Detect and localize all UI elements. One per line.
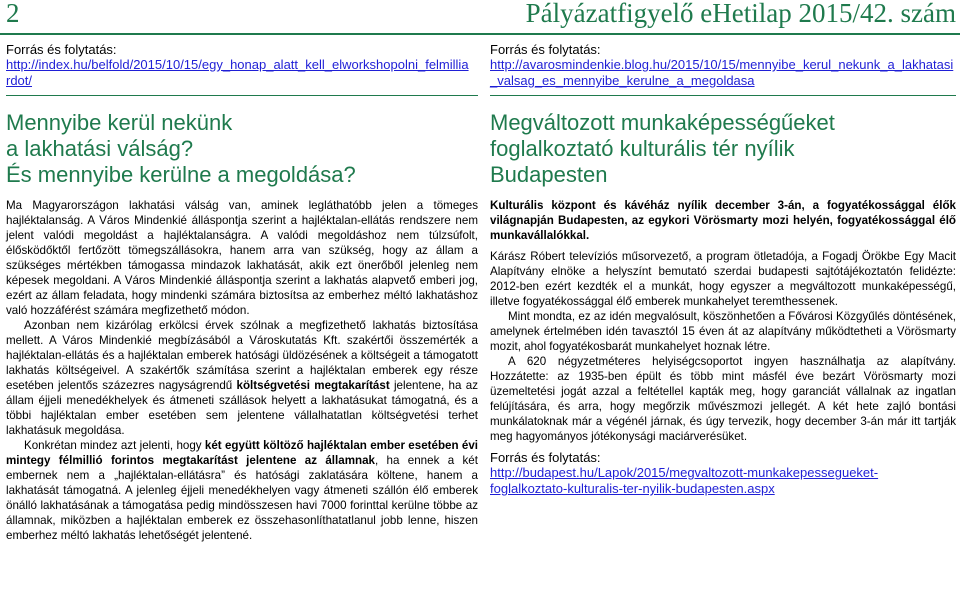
article-paragraph-2: Mint mondta, ez az idén megvalósult, köszönhetően a Fővárosi Közgyűlés döntésének, amelynek értelmében idén tavasztól 15 éven át az alapítvány működtetheti a Vörösmarty mozit, ahol fogyatékosbarát munkahelyet hoznak létre. xyxy=(490,310,956,353)
source-link-2[interactable] xyxy=(490,465,956,497)
source-link-line1: http://index.hu/belfold/2015/10/15/egy_honap_alatt_kell_elworkshopolni_felmillia xyxy=(6,57,469,72)
source-link2-line1: http://budapest.hu/Lapok/2015/megvaltozott-munkakepessegueket- xyxy=(490,465,879,480)
source-label-2: Forrás és folytatás: xyxy=(490,450,601,465)
headline-line3: És mennyibe kerülne a megoldása? xyxy=(6,162,356,187)
article-paragraph-1: Kárász Róbert televíziós műsorvezető, a program ötletadója, a Fogadj Örökbe Egy Macit Alapítvány elnöke a helyszínt bemutató szerdai budapesti sajtótájékoztatón felidézte: 2012-ben ezért kezdték el a munkát, hogy egyszer a megváltozott munkaképességű, illetve fogyatékossággal élő emberek munkahelyet teremthessenek. xyxy=(490,250,956,308)
source-link[interactable] xyxy=(490,57,956,89)
article-headline xyxy=(490,110,956,188)
p3-text-a: Konkrétan mindez azt jelenti, hogy xyxy=(24,439,205,452)
source-label: Forrás és folytatás: xyxy=(490,42,601,57)
headline-line1: Mennyibe kerül nekünk xyxy=(6,110,233,135)
headline-line1: Megváltozott munkaképességűeket xyxy=(490,110,835,135)
article-paragraph-3: A 620 négyzetméteres helyiségcsoportot ingyen használhatja az alapítvány. Hozzátette: az 1935-ben épült és több mint másfél éve bezárt Vörösmarty mozi üzemeltetési jogát azzal a feltétellel kapták meg, hogy garanciát vállalnak az ingatlan felújítására, és arra, hogy megőrzik művészmozi jellegét. A két hete zajló bontási munkálatoknak már a végénél járnak, és úgy tervezik, hogy december 3-án már itt tartják meg hagyományos jótékonysági maciárverésüket. xyxy=(490,355,956,443)
source-link-line2: _valsag_es_mennyibe_kerulne_a_megoldasa xyxy=(490,73,755,88)
article-paragraph-3 xyxy=(6,438,478,543)
article-paragraph-2 xyxy=(6,318,478,438)
publication-title: Pályázatfigyelő eHetilap 2015/42. szám xyxy=(525,0,956,28)
source-link[interactable] xyxy=(6,57,478,89)
column-divider xyxy=(490,95,956,96)
header-rule xyxy=(0,33,960,35)
headline-line3: Budapesten xyxy=(490,162,608,187)
p3-text-c: , ha ennek a két embernek nem a „hajléktalan-ellátásra” és hatósági zaklatására költene, hanem a lakhatását támogatná. A jelenleg éjjeli menedékhelyen vagy átmeneti szállón élő emberek önálló lakhatásának a támogatása pedig mindösszesen havi 7000 forinttal kerülne többe az államnak, miközben a hajléktalan emberek ez összehasonlíthatatlanul jobb lenne, hiszen emberhez méltó lakhatás lehetőségét jelentené. xyxy=(6,454,478,542)
source-link-line2: rdot/ xyxy=(6,73,33,88)
p2-text-a: Azonban nem kizárólag erkölcsi érvek szólnak a megfizethető lakhatás biztosítása mellett. A Város Mindenkié megbízásából a Városkutatás Kft. szakértői összemérték a hajléktalan-ellátás és a hajléktalan emberek hatósági üldözésének a költségeit a támogatott lakhatás költségeivel. A szakértők számítása szerint a hajléktalan emberek egy része esetében jelentős százezres nagyságrendű xyxy=(6,319,478,392)
right-column xyxy=(490,42,956,497)
source-label: Forrás és folytatás: xyxy=(6,42,117,57)
p3-bold: két együtt költöző hajléktalan ember esetében évi mintegy félmillió forintos megtakarítást jelentene az államnak xyxy=(6,439,478,467)
headline-line2: a lakhatási válság? xyxy=(6,136,194,161)
article-headline xyxy=(6,110,478,188)
left-column xyxy=(6,42,478,543)
headline-line2: foglalkoztató kulturális tér nyílik xyxy=(490,136,795,161)
column-divider xyxy=(6,95,478,96)
page-number: 2 xyxy=(6,0,20,28)
page-header xyxy=(0,0,960,40)
p2-bold: költségvetési megtakarítást xyxy=(236,379,390,392)
source-link2-line2: foglalkoztato-kulturalis-ter-nyilik-budapesten.aspx xyxy=(490,481,775,496)
article-paragraph-1: Ma Magyarországon lakhatási válság van, aminek legláthatóbb jelen a tömeges hajléktalanság. A Város Mindenkié álláspontja szerint a hajléktalan-ellátás rendszere nem jelent valódi megoldást a hajléktalanságra. A valódi megoldáshoz nem túlzsúfolt, élősködőktől fertőzött tömegszállásokra, hanem arra van szükség, hogy az állam a szükséges mértékben támogassa mindazok lakhatását, akik ezt önerőből jelenleg nem képesek megoldani. A Város Mindenkié álláspontja szerint a lakhatás alapvető emberi jog, ezért az állam feladata, hogy mindenki számára biztosítsa az emberhez méltó lakhatáshoz való hozzáférést számára megfizethető módon. xyxy=(6,199,478,317)
p2-text-c: jelentene, ha az állam éjjeli menedékhelyek és átmeneti szállások helyett a lakhatásukat támogatná, és a többi hajléktalan ember esetében sem jelentene vállalhatatlan költségvetési terhet lakhatásuk megoldása. xyxy=(6,379,478,437)
source-link-line1: http://avarosmindenkie.blog.hu/2015/10/15/mennyibe_kerul_nekunk_a_lakhatasi xyxy=(490,57,954,72)
article-lead: Kulturális központ és kávéház nyílik december 3-án, a fogyatékossággal élők világnapján Budapesten, az egykori Vörösmarty mozi helyén, fogyatékossággal élő munkavállalókkal. xyxy=(490,199,956,242)
